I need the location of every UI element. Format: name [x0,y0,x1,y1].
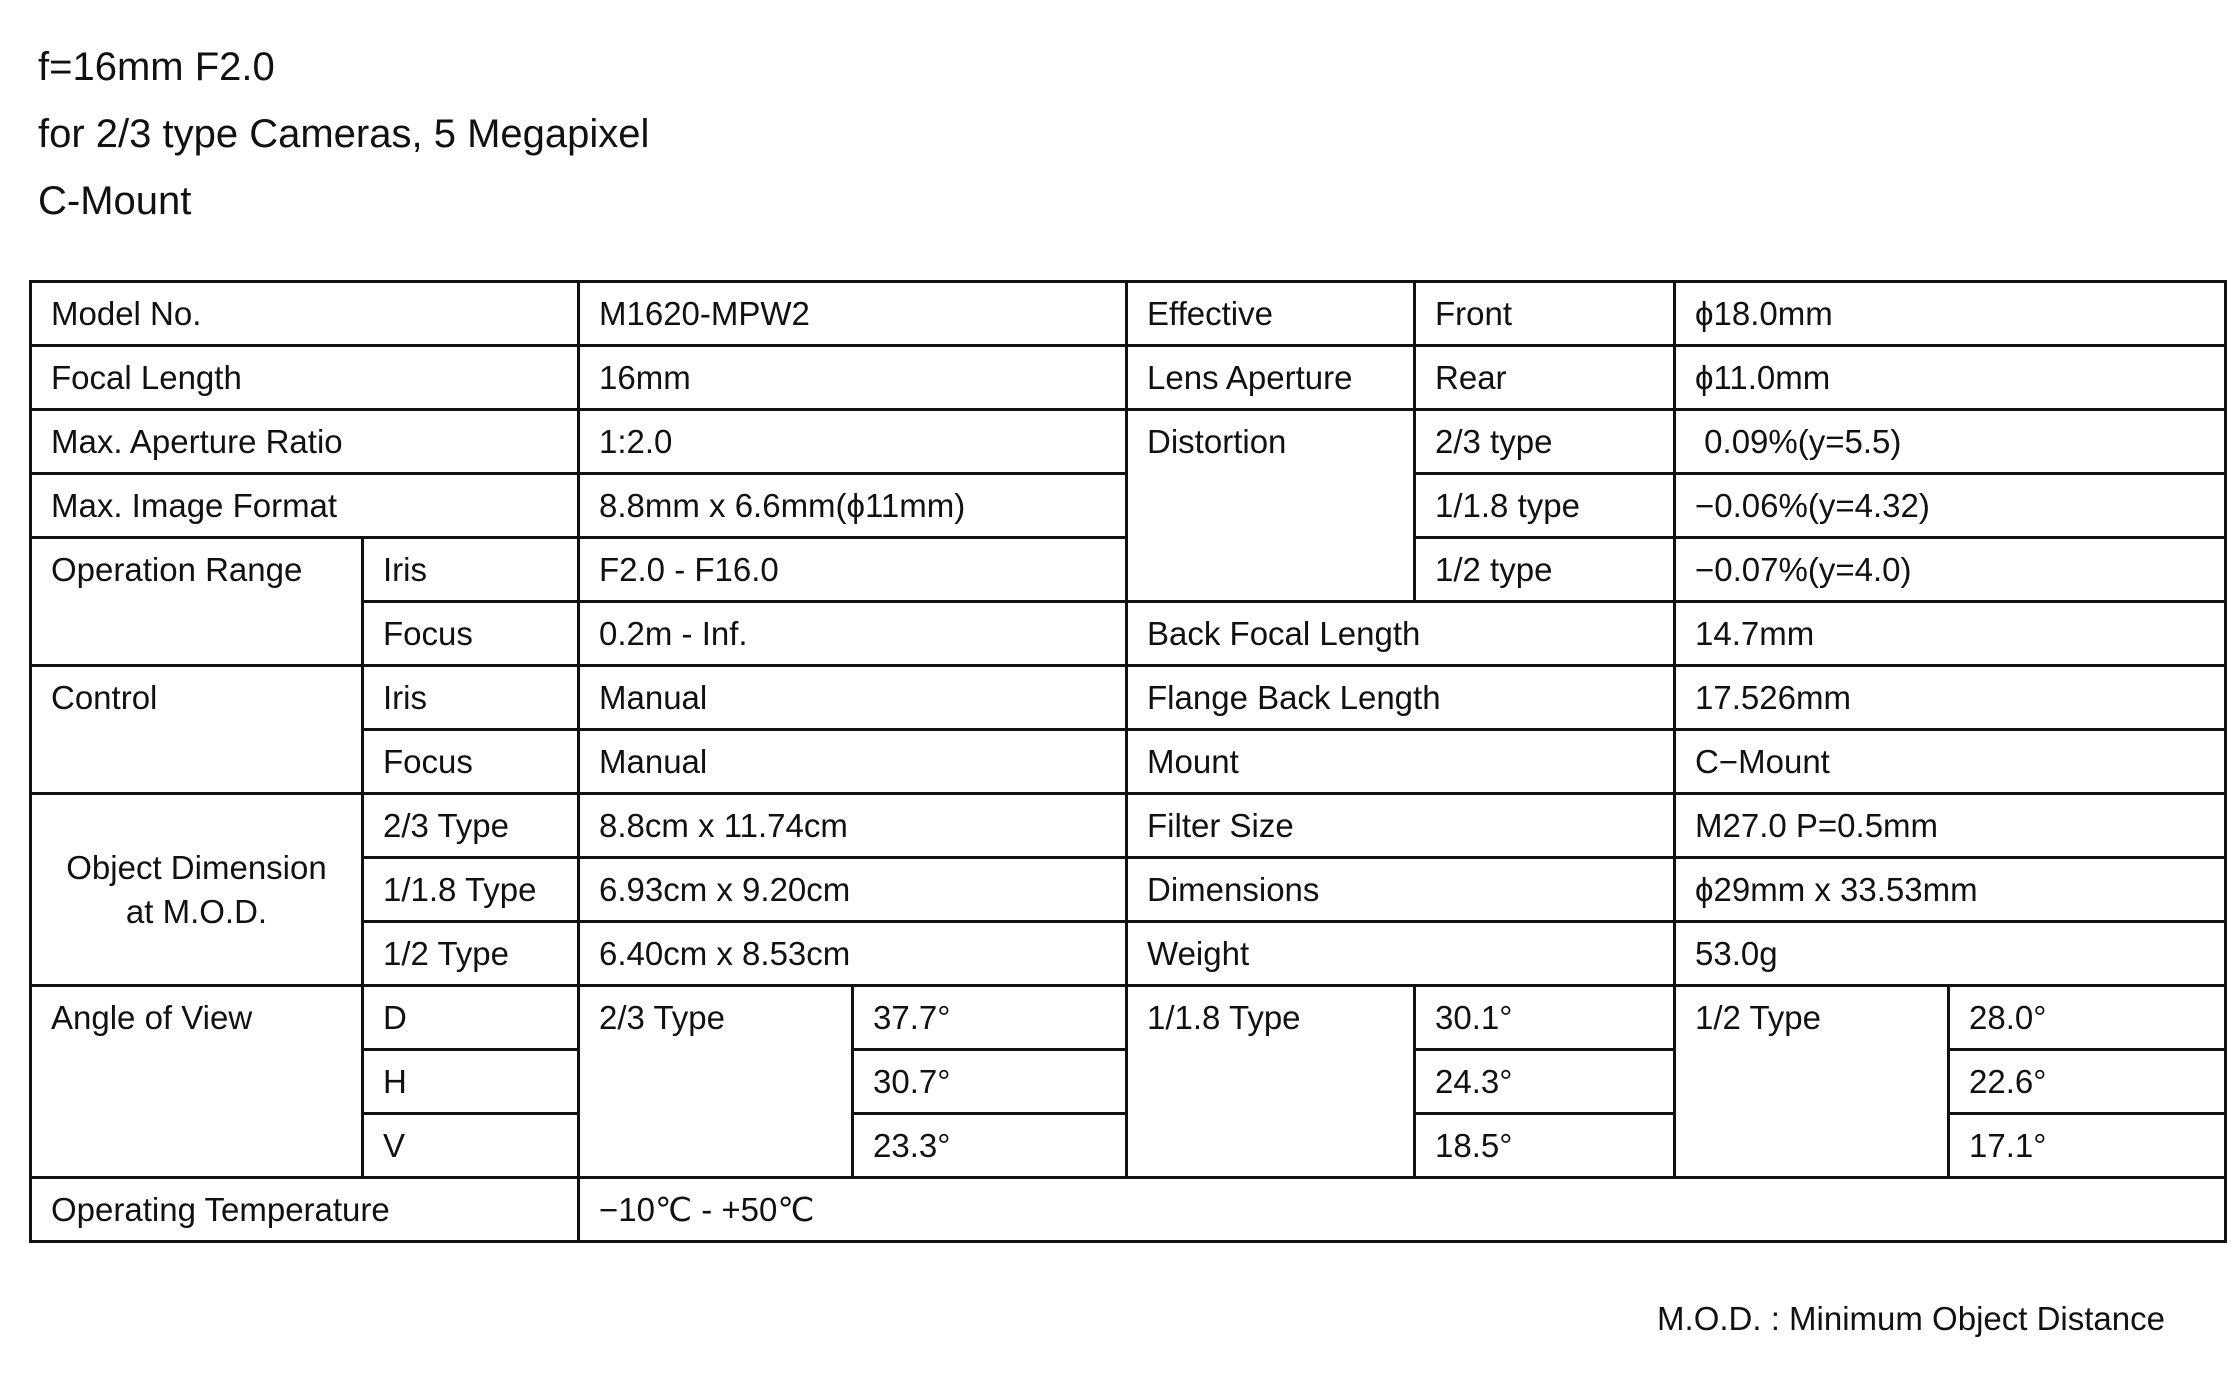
front-label: Front [1415,282,1675,346]
table-row [31,794,2226,858]
distortion-type: 2/3 type [1415,410,1675,474]
object-dimension-type: 2/3 Type [363,794,579,858]
object-dimension-label [31,794,363,986]
object-dimension-type: 1/2 Type [363,922,579,986]
table-row [31,986,2226,1050]
table-row [31,282,2226,346]
spec-table [29,280,2227,1243]
model-no-value: M1620-MPW2 [579,282,1127,346]
object-dimension-value: 6.93cm x 9.20cm [579,858,1127,922]
control-focus-label: Focus [363,730,579,794]
operating-temperature-label: Operating Temperature [31,1178,579,1242]
max-image-format-label: Max. Image Format [31,474,579,538]
filter-size-label: Filter Size [1127,794,1675,858]
distortion-type: 1/1.8 type [1415,474,1675,538]
document-header [38,34,649,235]
angle-axis-label: V [363,1114,579,1178]
control-label: Control [31,666,363,794]
mod-footnote: M.O.D. : Minimum Object Distance [1657,1300,2165,1337]
distortion-value: 0.09%(y=5.5) [1675,410,2226,474]
table-row [31,410,2226,474]
angle-value: 22.6° [1949,1050,2226,1114]
control-iris-label: Iris [363,666,579,730]
flange-back-length-value: 17.526mm [1675,666,2226,730]
distortion-label: Distortion [1127,410,1415,602]
rear-label: Rear [1415,346,1675,410]
angle-value: 28.0° [1949,986,2226,1050]
operation-iris-value: F2.0 - F16.0 [579,538,1127,602]
header-mount: C-Mount [38,179,192,223]
effective-label-line2: Lens Aperture [1127,346,1415,410]
dimensions-value: ϕ29mm x 33.53mm [1675,858,2226,922]
angle-type-2-3-label: 2/3 Type [579,986,853,1178]
mount-label: Mount [1127,730,1675,794]
object-dimension-value: 6.40cm x 8.53cm [579,922,1127,986]
operation-range-label: Operation Range [31,538,363,666]
object-dimension-label-line1: Object Dimension [66,848,327,886]
weight-label: Weight [1127,922,1675,986]
angle-type-1-1-8-label: 1/1.8 Type [1127,986,1415,1178]
distortion-value: −0.07%(y=4.0) [1675,538,2226,602]
filter-size-value: M27.0 P=0.5mm [1675,794,2226,858]
effective-label-line1: Effective [1127,282,1415,346]
operation-focus-label: Focus [363,602,579,666]
table-row [31,1178,2226,1242]
back-focal-length-value: 14.7mm [1675,602,2226,666]
header-focal-fnumber: f=16mm F2.0 [38,45,275,89]
focal-length-value: 16mm [579,346,1127,410]
operation-iris-label: Iris [363,538,579,602]
object-dimension-value: 8.8cm x 11.74cm [579,794,1127,858]
max-aperture-value: 1:2.0 [579,410,1127,474]
table-row [31,346,2226,410]
max-image-format-value: 8.8mm x 6.6mm(ϕ11mm) [579,474,1127,538]
flange-back-length-label: Flange Back Length [1127,666,1675,730]
dimensions-label: Dimensions [1127,858,1675,922]
table-row [31,666,2226,730]
control-focus-value: Manual [579,730,1127,794]
distortion-value: −0.06%(y=4.32) [1675,474,2226,538]
weight-value: 53.0g [1675,922,2226,986]
object-dimension-label-line2: at M.O.D. [125,892,268,930]
back-focal-length-label: Back Focal Length [1127,602,1675,666]
angle-axis-label: D [363,986,579,1050]
angle-type-1-2-label: 1/2 Type [1675,986,1949,1178]
header-camera-format: for 2/3 type Cameras, 5 Megapixel [38,112,650,156]
angle-value: 18.5° [1415,1114,1675,1178]
operating-temperature-value: −10℃ - +50℃ [579,1178,2226,1242]
mount-value: C−Mount [1675,730,2226,794]
distortion-type: 1/2 type [1415,538,1675,602]
angle-value: 23.3° [853,1114,1127,1178]
max-aperture-label: Max. Aperture Ratio [31,410,579,474]
angle-value: 37.7° [853,986,1127,1050]
rear-value: ϕ11.0mm [1675,346,2226,410]
angle-axis-label: H [363,1050,579,1114]
control-iris-value: Manual [579,666,1127,730]
object-dimension-type: 1/1.8 Type [363,858,579,922]
angle-value: 30.7° [853,1050,1127,1114]
angle-value: 17.1° [1949,1114,2226,1178]
angle-of-view-label: Angle of View [31,986,363,1178]
operation-focus-value: 0.2m - Inf. [579,602,1127,666]
angle-value: 30.1° [1415,986,1675,1050]
front-value: ϕ18.0mm [1675,282,2226,346]
focal-length-label: Focal Length [31,346,579,410]
model-no-label: Model No. [31,282,579,346]
angle-value: 24.3° [1415,1050,1675,1114]
